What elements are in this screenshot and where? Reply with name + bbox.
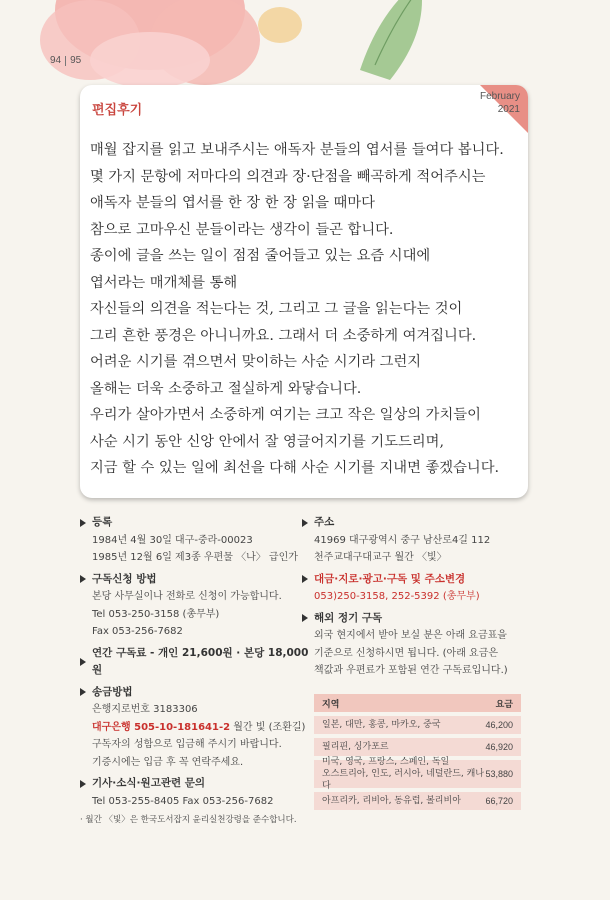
rate-region: 필리핀, 싱가포르 [322,742,389,752]
editorial-line: 매월 잡지를 읽고 보내주시는 애독자 분들의 엽서를 들여다 봅니다. [90,142,504,158]
address-heading: 주소 [302,514,532,532]
registration-line: 1984년 4월 30일 대구-중라-00023 [92,534,253,546]
rate-region: 미국, 영국, 프랑스, 스페인, 독일 오스트리아, 인도, 러시아, 네덜란드, 캐나다 [322,757,484,791]
page-number-left: 94 [50,55,62,66]
rate-region: 아프리카, 리비아, 동유럽, 볼리비아 [322,796,461,806]
subscription-heading: 구독신청 방법 [80,571,310,589]
editorial-line: 그리 흔한 풍경은 아니니까요. 그래서 더 소중하게 여겨집니다. [90,327,477,344]
giro-number: 은행지로번호 3183306 [92,704,198,715]
rate-fee: 53,880 [485,769,513,779]
page-numbers [50,55,81,66]
change-request-heading: 대금·지로·광고·구독 및 주소변경 [302,571,532,589]
bank-account-number: 대구은행 505-10-181641-2 [92,721,231,733]
rate-fee: 46,200 [485,720,513,730]
rate-table-header [314,694,521,712]
editorial-line: 참으로 고마우신 분들이라는 생각이 들곤 합니다. [90,221,394,238]
rate-fee: 66,720 [485,796,513,806]
bullet-triangle-icon [302,519,308,527]
overseas-note: 외국 현지에서 받아 보실 분은 아래 요금표을 [314,630,507,641]
ethics-footnote: · 월간 〈빛〉은 한국도서잡지 윤리실천강령을 준수합니다. [80,815,297,825]
rate-header-region: 지역 [322,699,340,710]
annual-fee-heading: 연간 구독료 - 개인 21,600원 · 본당 18,000원 [80,645,310,680]
subscription-fax: Fax 053-256-7682 [92,626,183,637]
table-row [314,757,521,791]
bullet-triangle-icon [80,658,86,666]
editorial-line: 우리가 살아가면서 소중하게 여기는 크고 작은 일상의 가치들이 [90,407,481,423]
page-number-right: 95 [70,55,82,66]
subscription-tel: Tel 053-250-3158 (총무부) [92,608,220,620]
editorial-line: 몇 가지 문항에 저마다의 의견과 장·단점을 빼곡하게 적어주시는 [90,168,486,185]
table-row [314,792,521,810]
address-line: 41969 대구광역시 중구 남산로4길 112 [314,534,491,546]
table-row [314,716,521,734]
overseas-note: 책값과 우편료가 포함된 연간 구독료입니다.) [314,665,508,676]
bullet-triangle-icon [80,575,86,583]
editorial-card [80,85,528,498]
editorial-line: 올해는 더욱 소중하고 절실하게 와닿습니다. [90,380,362,397]
rate-header-fee: 요금 [495,699,513,710]
bank-account [80,719,310,737]
overseas-note: 기준으로 신청하시면 됩니다. (아래 요금은 [314,647,499,659]
editorial-line: 지금 할 수 있는 일에 최선을 다해 사순 시기를 지내면 좋겠습니다. [90,460,500,476]
info-left-column [80,514,310,830]
bullet-triangle-icon [80,688,86,696]
issue-date [480,90,520,116]
payment-note: 구독자의 성함으로 입금해 주시기 바랍니다. [92,739,282,750]
bullet-triangle-icon [302,614,308,622]
registration-line: 1985년 12월 6일 제3종 우편물 〈나〉 급인가 [92,552,298,563]
editorial-body [90,139,518,484]
bank-account-holder: 월간 빛 (조환길) [230,721,306,733]
address-line: 천주교대구대교구 월간 〈빛〉 [314,552,447,563]
editorial-line: 종이에 글을 쓰는 일이 점점 줄어들고 있는 요즘 시대에 [90,248,431,264]
editorial-line: 자신들의 의견을 적는다는 것, 그리고 그 글을 읽는다는 것이 [90,301,463,317]
issue-year: 2021 [497,104,520,115]
info-right-column [302,514,532,680]
bullet-triangle-icon [302,575,308,583]
overseas-rate-table [314,694,521,810]
editorial-title: 편집후기 [92,103,143,118]
contact-heading: 기사·소식·원고관련 문의 [80,775,310,793]
change-request-tel: 053)250-3158, 252-5392 (총무부) [314,591,480,602]
editorial-line: 어려운 시기를 겪으면서 맞이하는 사순 시기라 그런지 [90,354,422,370]
rate-region: 일본, 대만, 홍콩, 마카오, 중국 [322,720,441,730]
editorial-line: 사순 시기 동안 신앙 안에서 잘 영글어지기를 기도드리며, [90,433,445,450]
editorial-line: 엽서라는 매개체를 통해 [90,274,238,291]
overseas-heading: 해외 정기 구독 [302,610,532,628]
contact-numbers: Tel 053-255-8405 Fax 053-256-7682 [92,795,274,807]
rate-fee: 46,920 [485,742,513,752]
subscription-info: 본당 사무실이나 전화로 신청이 가능합니다. [92,591,282,602]
issue-month: February [479,91,520,102]
bullet-triangle-icon [80,780,86,788]
editorial-line: 애독자 분들의 엽서를 한 장 한 장 읽을 때마다 [90,195,375,211]
payment-heading: 송금방법 [80,684,310,702]
registration-heading: 등록 [80,514,310,532]
page-number-divider [65,56,66,66]
bullet-triangle-icon [80,519,86,527]
payment-note: 기증시에는 입금 후 꼭 연락주세요. [92,756,244,768]
table-row [314,738,521,756]
